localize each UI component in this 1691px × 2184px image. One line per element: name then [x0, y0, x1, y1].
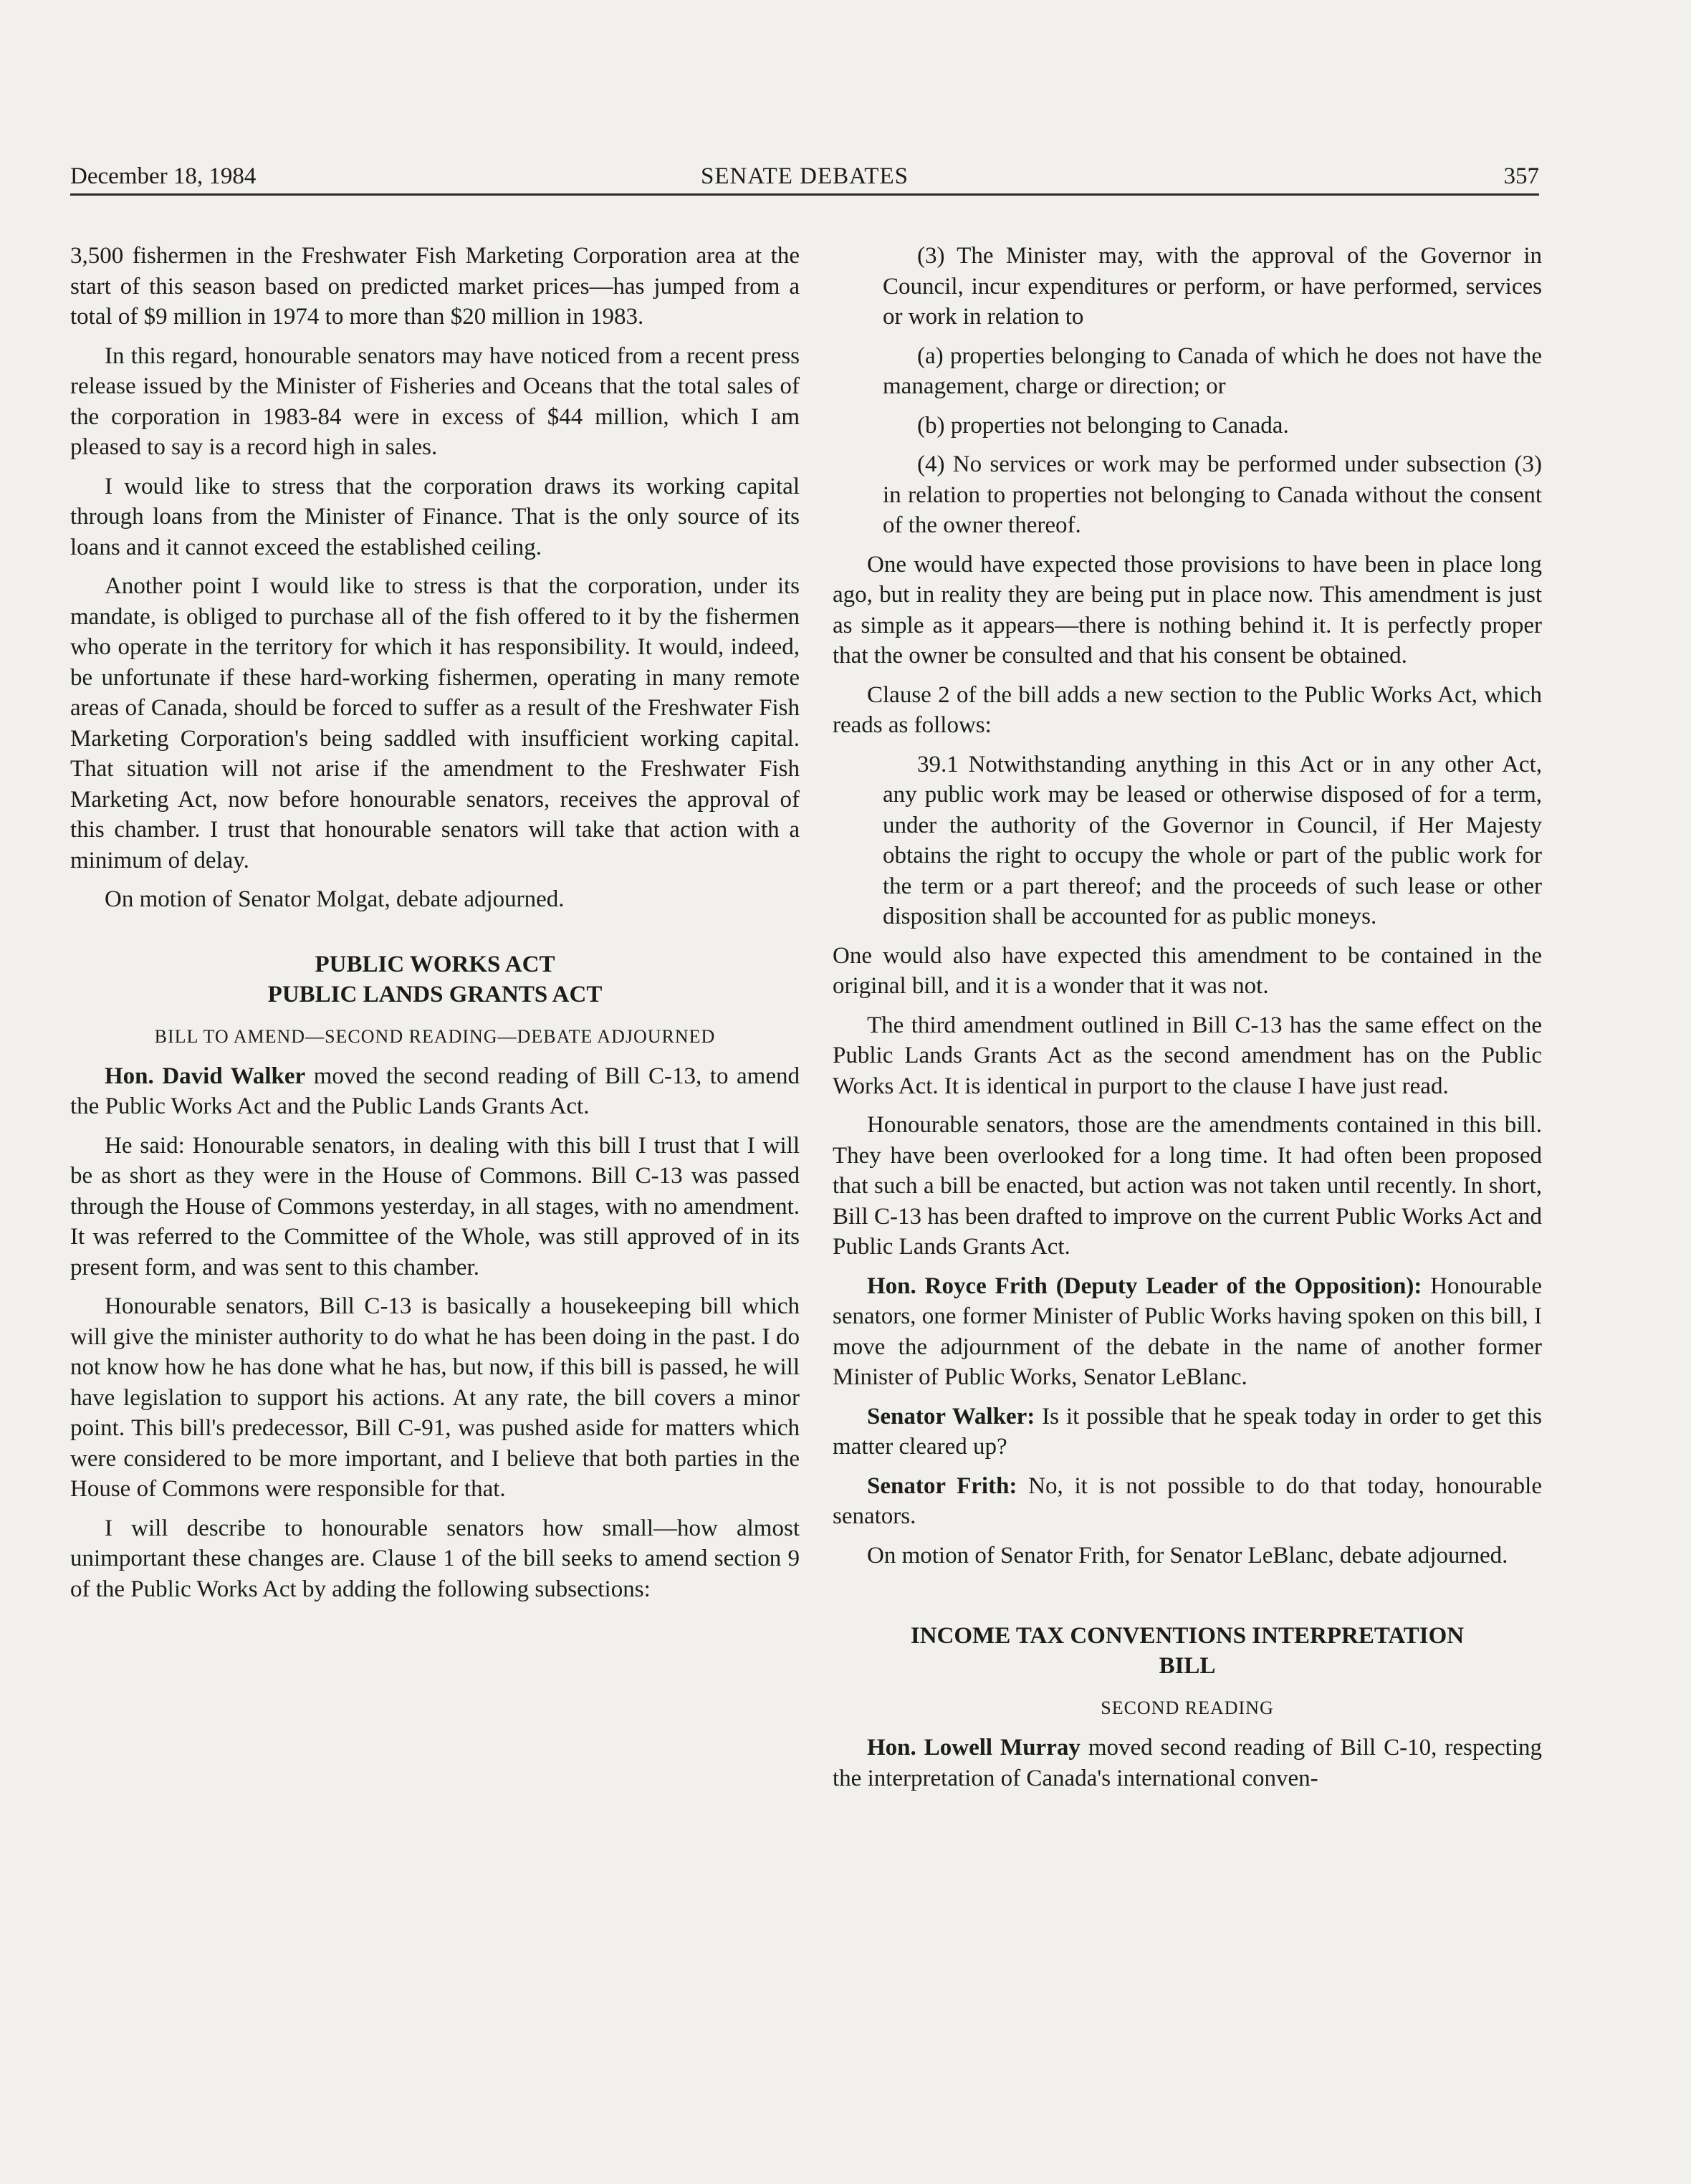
- quoted-subsection: (a) properties belonging to Canada of which he does not have the management, charge or direction; or: [883, 343, 1542, 399]
- right-column: [833, 241, 1542, 1802]
- paragraph: Honourable senators, those are the amendments contained in this bill. They have been overlooked for a long time. It had often been proposed that such a bill be enacted, but action was not taken until recently. In short, Bill C-13 has been drafted to improve on the current Public Works Act and Public Lands Grants Act.: [833, 1112, 1542, 1260]
- header-title: SENATE DEBATES: [701, 163, 909, 189]
- header-page-number: 357: [1503, 163, 1539, 189]
- paragraph: He said: Honourable senators, in dealing with this bill I trust that I will be as short as they were in the House of Commons. Bill C-13 was passed through the House of Commons yesterday, in all stages, with no amendment. It was referred to the Committee of the Whole, was still approved of in its present form, and was sent to this chamber.: [70, 1132, 800, 1280]
- quoted-subsection: (b) properties not belonging to Canada.: [917, 412, 1289, 439]
- paragraph: Honourable senators, Bill C-13 is basically a housekeeping bill which will give the minister authority to do what he has been doing in the past. I do not know how he has done what he has, but now, if this bill is passed, he will have legislation to support his actions. At any rate, the bill covers a minor point. This bill's predecessor, Bill C-91, was pushed aside for matters which were considered to be more important, and I believe that both parties in the House of Commons were responsible for that.: [70, 1293, 800, 1502]
- speaker-name: Hon. Royce Frith (Deputy Leader of the Opposition):: [867, 1273, 1422, 1299]
- heading-line: PUBLIC LANDS GRANTS ACT: [267, 981, 603, 1007]
- heading-line: INCOME TAX CONVENTIONS INTERPRETATION: [910, 1623, 1465, 1649]
- left-column: [70, 241, 800, 1613]
- quoted-subsection: (4) No services or work may be performed under subsection (3) in relation to properties not belonging to Canada without the consent of the owner thereof.: [883, 451, 1542, 538]
- paragraph: I will describe to honourable senators how small—how almost unimportant these changes are. Clause 1 of the bill seeks to amend section 9 of the Public Works Act by adding the following subsections:: [70, 1515, 800, 1602]
- speech-text: No, it is not possible to do that today, honourable senators.: [833, 1472, 1543, 1529]
- paragraph: One would have expected those provisions to have been in place long ago, but in reality they are being put in place now. This amendment is just as simple as it appears—there is nothing behind it. It is perfectly proper that the owner be consulted and that his consent be obtained.: [833, 551, 1542, 669]
- paragraph: On motion of Senator Frith, for Senator LeBlanc, debate adjourned.: [867, 1542, 1508, 1568]
- section-subheading: BILL TO AMEND—SECOND READING—DEBATE ADJOURNED: [154, 1025, 716, 1047]
- speech-text: Honourable senators, one former Minister of Public Works having spoken on this bill, I move the adjournment of the debate in the name of another former Minister of Public Works, Senator LeBlanc.: [833, 1273, 1542, 1390]
- paragraph: [833, 1733, 1542, 1793]
- paragraph: [70, 1061, 800, 1122]
- header-date: December 18, 1984: [70, 163, 257, 189]
- section-heading-public-works: [70, 949, 800, 1010]
- speech-text: Is it possible that he speak today in order to get this matter cleared up?: [833, 1403, 1542, 1460]
- paragraph: [833, 1271, 1542, 1393]
- paragraph: Another point I would like to stress is that the corporation, under its mandate, is obliged to purchase all of the fish offered to it by the fishermen who operate in the territory for which it has responsibility. It would, indeed, be unfortunate if these hard-working fishermen, operating in many remote areas of Canada, should be forced to suffer as a result of the Freshwater Fish Marketing Corporation's being saddled with insufficient working capital. That situation will not arise if the amendment to the Freshwater Fish Marketing Act, now before honourable senators, receives the approval of this chamber. I trust that honourable senators will take that action with a minimum of delay.: [70, 573, 800, 873]
- paragraph: I would like to stress that the corporation draws its working capital through loans from the Minister of Finance. That is the only source of its loans and it cannot exceed the established ceiling.: [70, 473, 800, 560]
- heading-line: PUBLIC WORKS ACT: [315, 951, 555, 977]
- paragraph: [833, 1402, 1542, 1462]
- quoted-subsection: (3) The Minister may, with the approval of the Governor in Council, incur expenditures or perform, or have performed, services or work in relation to: [883, 243, 1542, 330]
- paragraph: One would also have expected this amendment to be contained in the original bill, and it is a wonder that it was not.: [833, 942, 1542, 999]
- paragraph: In this regard, honourable senators may have noticed from a recent press release issued by the Minister of Fisheries and Oceans that the total sales of the corporation in 1983-84 were in excess of $44 million, which I am pleased to say is a record high in sales.: [70, 343, 800, 460]
- paragraph: [833, 1471, 1542, 1532]
- heading-line: BILL: [1159, 1653, 1216, 1679]
- paragraph: The third amendment outlined in Bill C-13 has the same effect on the Public Lands Grants Act as the second amendment has on the Public Works Act. It is identical in purport to the clause I have just read.: [833, 1012, 1542, 1099]
- section-heading-income-tax: [833, 1621, 1542, 1681]
- speaker-name: Senator Frith:: [867, 1472, 1017, 1499]
- speech-text: moved second reading of Bill C-10, respecting the interpretation of Canada's international conven-: [833, 1735, 1542, 1791]
- paragraph: Clause 2 of the bill adds a new section to the Public Works Act, which reads as follows:: [833, 681, 1542, 738]
- paragraph: 3,500 fishermen in the Freshwater Fish Marketing Corporation area at the start of this season based on predicted market prices—has jumped from a total of $9 million in 1974 to more than $20 million in 1983.: [70, 243, 800, 330]
- speaker-name: Hon. Lowell Murray: [867, 1735, 1081, 1761]
- speech-text: moved the second reading of Bill C-13, to amend the Public Works Act and the Public Lands Grants Act.: [70, 1063, 800, 1119]
- speaker-name: Hon. David Walker: [105, 1063, 306, 1089]
- section-subheading: SECOND READING: [1101, 1697, 1274, 1718]
- page-header: [70, 159, 1539, 196]
- paragraph: On motion of Senator Molgat, debate adjourned.: [105, 886, 565, 912]
- quoted-section: 39.1 Notwithstanding anything in this Act or in any other Act, any public work may be leased or otherwise disposed of for a term, under the authority of the Governor in Council, if Her Majesty obtains the right to occupy the whole or part of the public work for the term or a part thereof; and the proceeds of such lease or other disposition shall be accounted for as public moneys.: [883, 751, 1542, 929]
- speaker-name: Senator Walker:: [867, 1403, 1035, 1429]
